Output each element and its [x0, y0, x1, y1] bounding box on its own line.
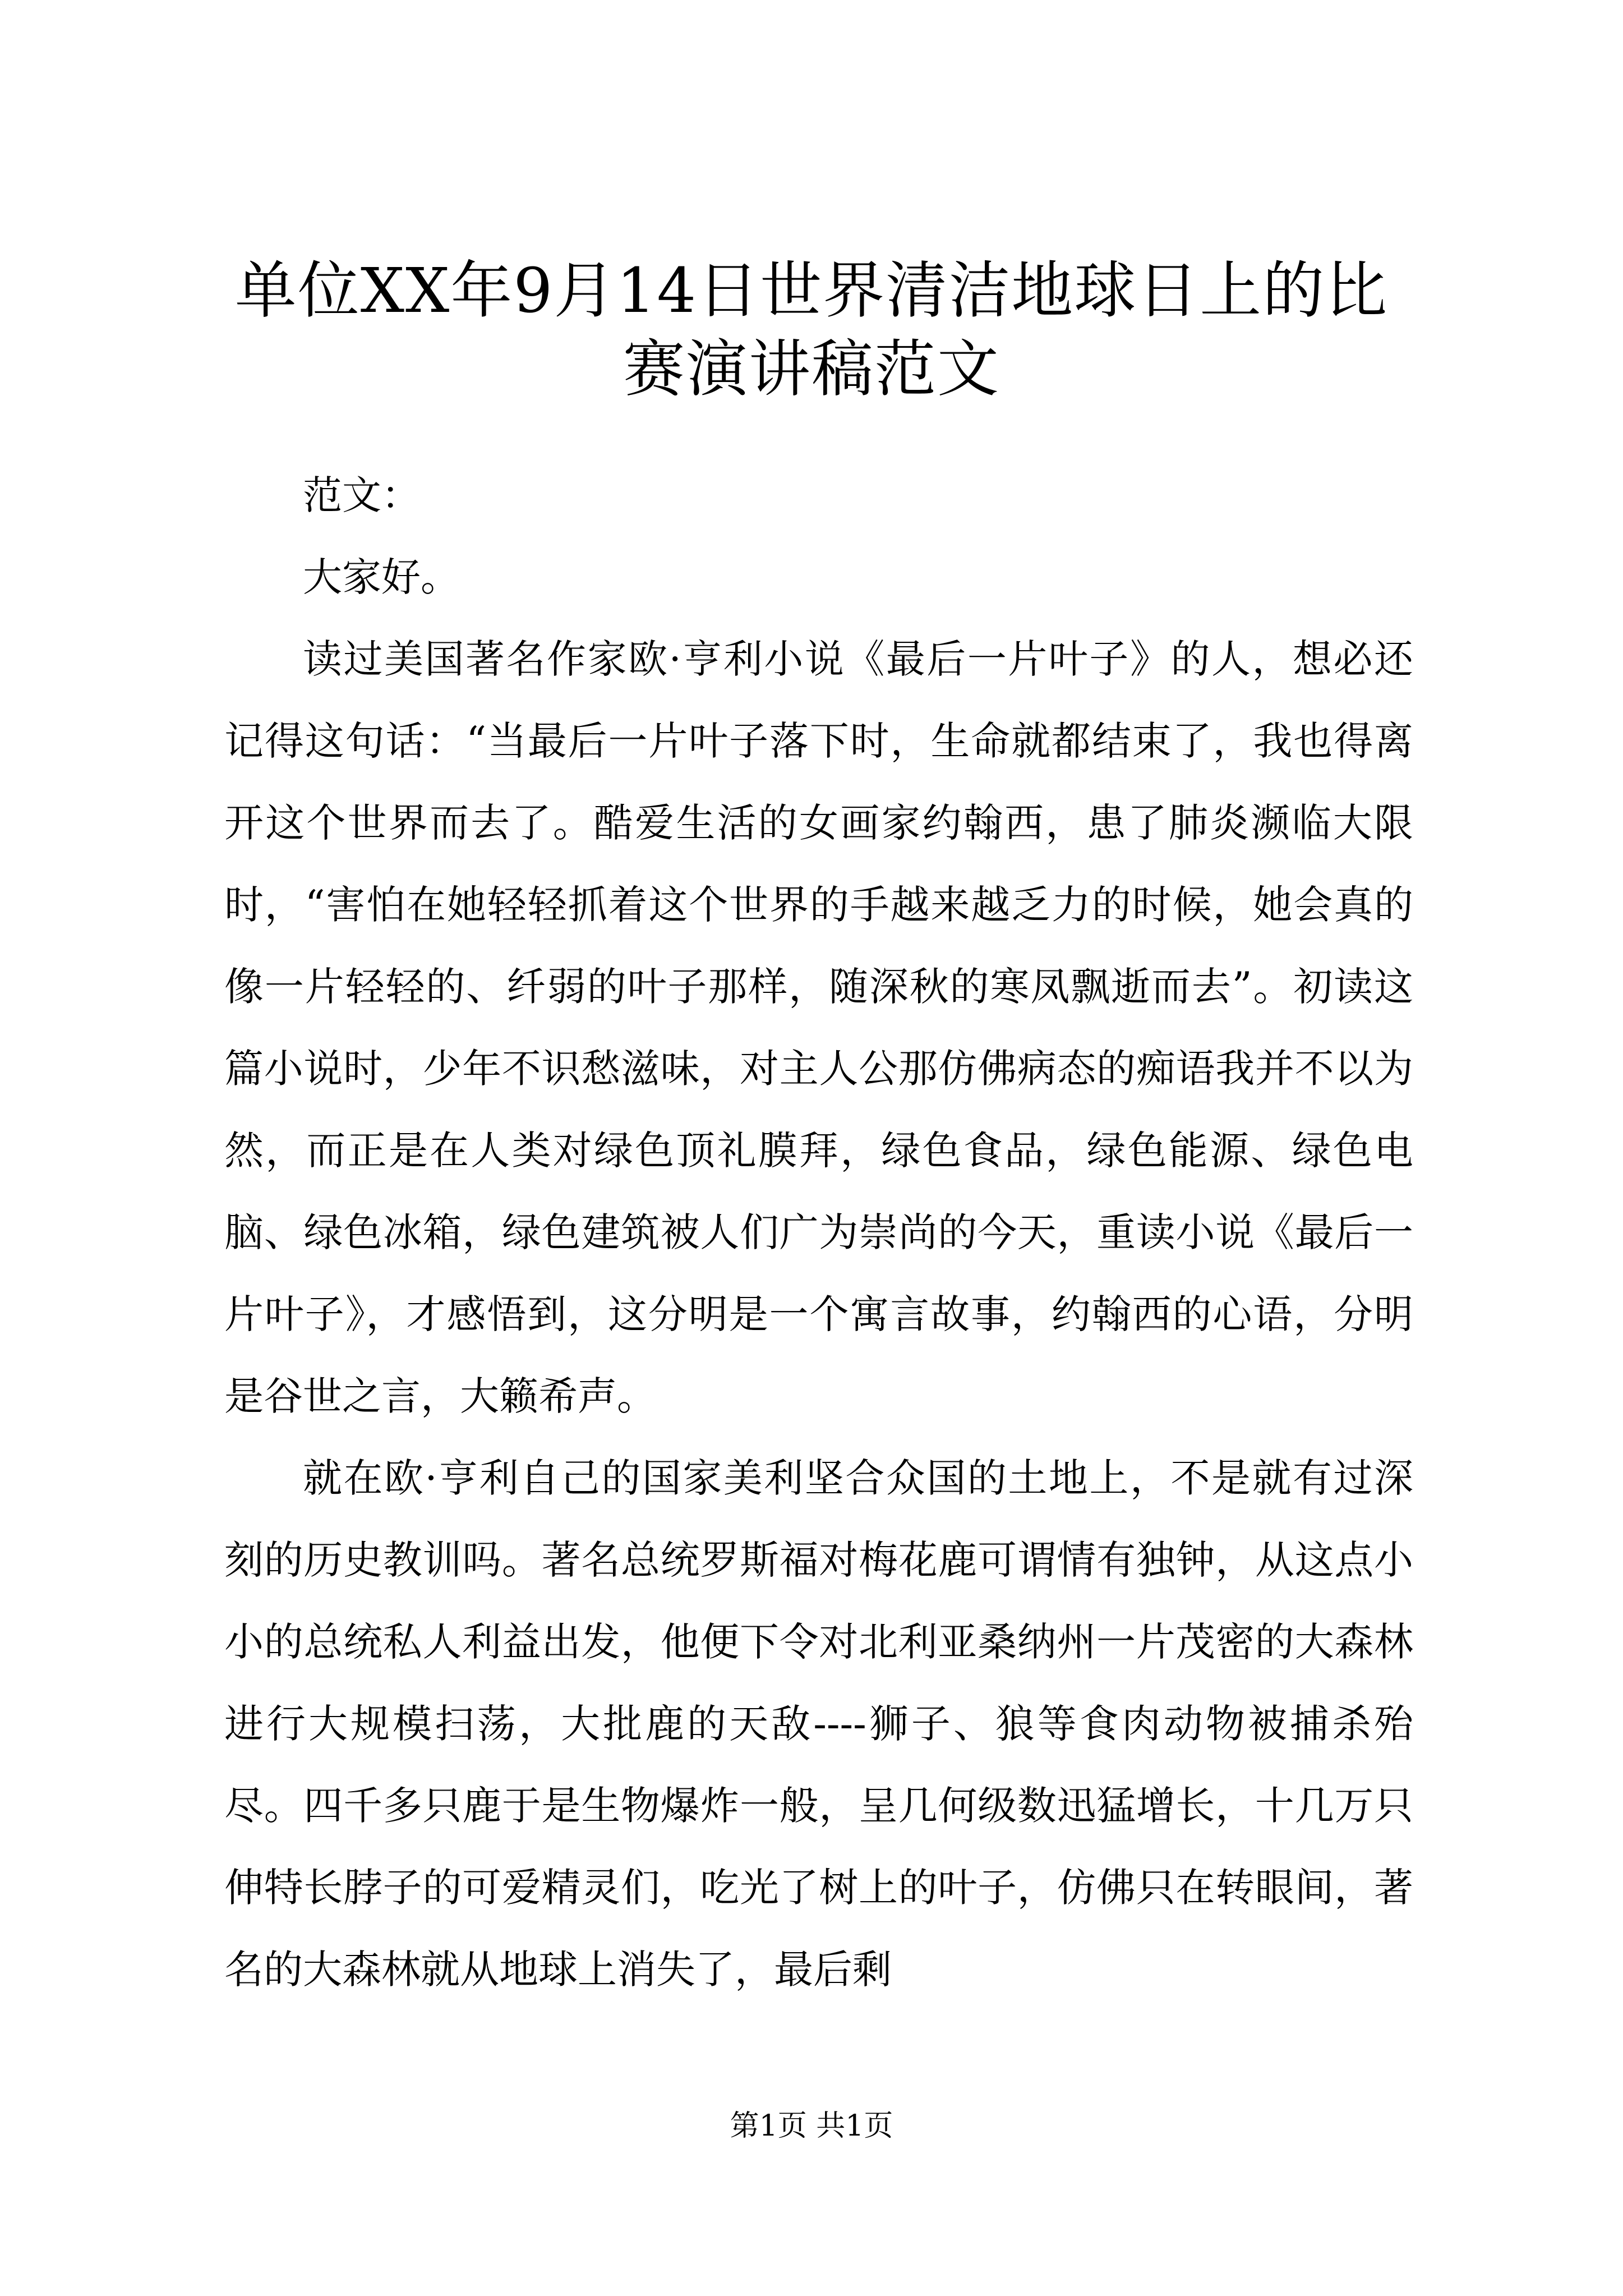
document-body: [224, 454, 1413, 2010]
paragraph-deer-forest-history: 就在欧·亨利自己的国家美利坚合众国的土地上，不是就有过深刻的历史教训吗。著名总统罗斯福对梅花鹿可谓情有独钟，从这点小小的总统私人利益出发，他便下令对北利亚桑纳州一片茂密的大森林进行大规模扫荡，大批鹿的天敌----狮子、狼等食肉动物被捕杀殆尽。四千多只鹿于是生物爆炸一般，呈几何级数迅猛增长，十几万只伸特长脖子的可爱精灵们，吃光了树上的叶子，仿佛只在转眼间，著名的大森林就从地球上消失了，最后剩: [224, 1455, 1413, 1993]
document-title: 单位XX年9月14日世界清洁地球日上的比赛演讲稿范文: [234, 255, 1389, 405]
page-footer: 第1页 共1页: [730, 2109, 893, 2143]
paragraph-greeting: 大家好。: [303, 554, 460, 600]
paragraph-salutation-label: 范文：: [303, 472, 421, 518]
paragraph-last-leaf-reflection: 读过美国著名作家欧·亨利小说《最后一片叶子》的人，想必还记得这句话：“当最后一片叶子落下时，生命就都结束了，我也得离开这个世界而去了。酷爱生活的女画家约翰西，患了肺炎濒临大限时，“害怕在她轻轻抓着这个世界的手越来越乏力的时候，她会真的像一片轻轻的、纤弱的叶子那样，随深秋的寒凤飘逝而去”。初读这篇小说时，少年不识愁滋味，对主人公那仿佛病态的痴语我并不以为然，而正是在人类对绿色顶礼膜拜，绿色食品，绿色能源、绿色电脑、绿色冰箱，绿色建筑被人们广为崇尚的今天，重读小说《最后一片叶子》，才感悟到，这分明是一个寓言故事，约翰西的心语，分明是谷世之言，大籁希声。: [224, 636, 1413, 1419]
